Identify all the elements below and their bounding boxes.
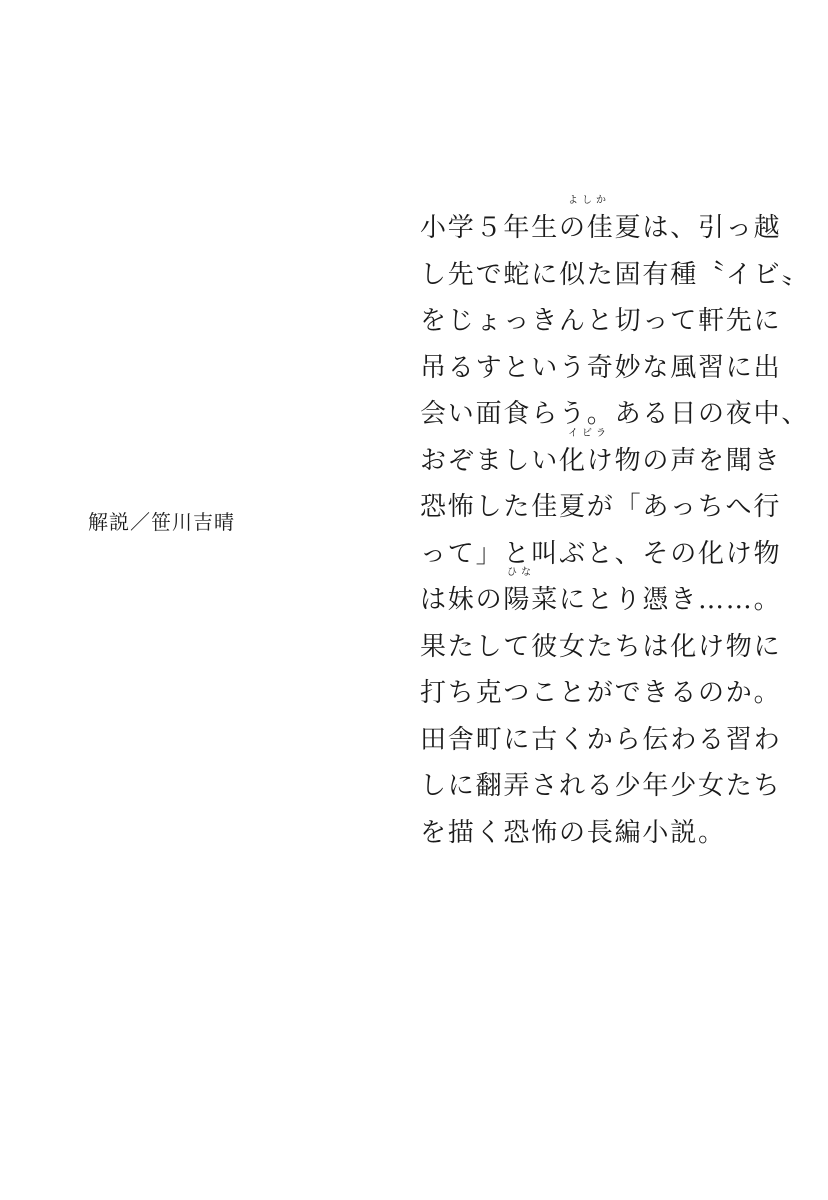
synopsis-line: をじょっきんと切って軒先に — [420, 306, 782, 336]
synopsis-line: を描く恐怖の長編小説。 — [420, 817, 726, 848]
synopsis-line: ひな は妹の陽菜にとり憑き……。 — [420, 567, 782, 615]
synopsis-line: し先で蛇に似た固有種〝イビ〟 — [420, 259, 810, 290]
synopsis-line: 果たして彼女たちは化け物に — [420, 631, 782, 662]
ruby-hina: ひな — [507, 567, 535, 578]
synopsis-line: イビラ おぞましい化け物の声を聞き — [420, 427, 782, 476]
ruby-yoshika: よしか — [568, 195, 610, 206]
synopsis-text — [420, 195, 820, 856]
synopsis-line: しに翻弄される少年少女たち — [420, 771, 782, 801]
synopsis-line: 田舎町に古くから伝わる習わ — [420, 724, 782, 755]
synopsis-line: 恐怖した佳夏が「あっちへ行 — [420, 492, 782, 522]
synopsis-line: よしか 小学５年生の佳夏は、引っ越 — [420, 195, 782, 243]
synopsis-line: 会い面食らう。ある日の夜中、 — [420, 399, 810, 429]
synopsis-line: 吊るすという奇妙な風習に出 — [420, 352, 782, 383]
ruby-ibira: イビラ — [568, 427, 610, 439]
commentary-credit: 解説／笹川吉晴 — [88, 510, 235, 534]
synopsis-line: って」と叫ぶと、その化け物 — [420, 538, 782, 569]
synopsis-line: 打ち克つことができるのか。 — [420, 678, 782, 708]
